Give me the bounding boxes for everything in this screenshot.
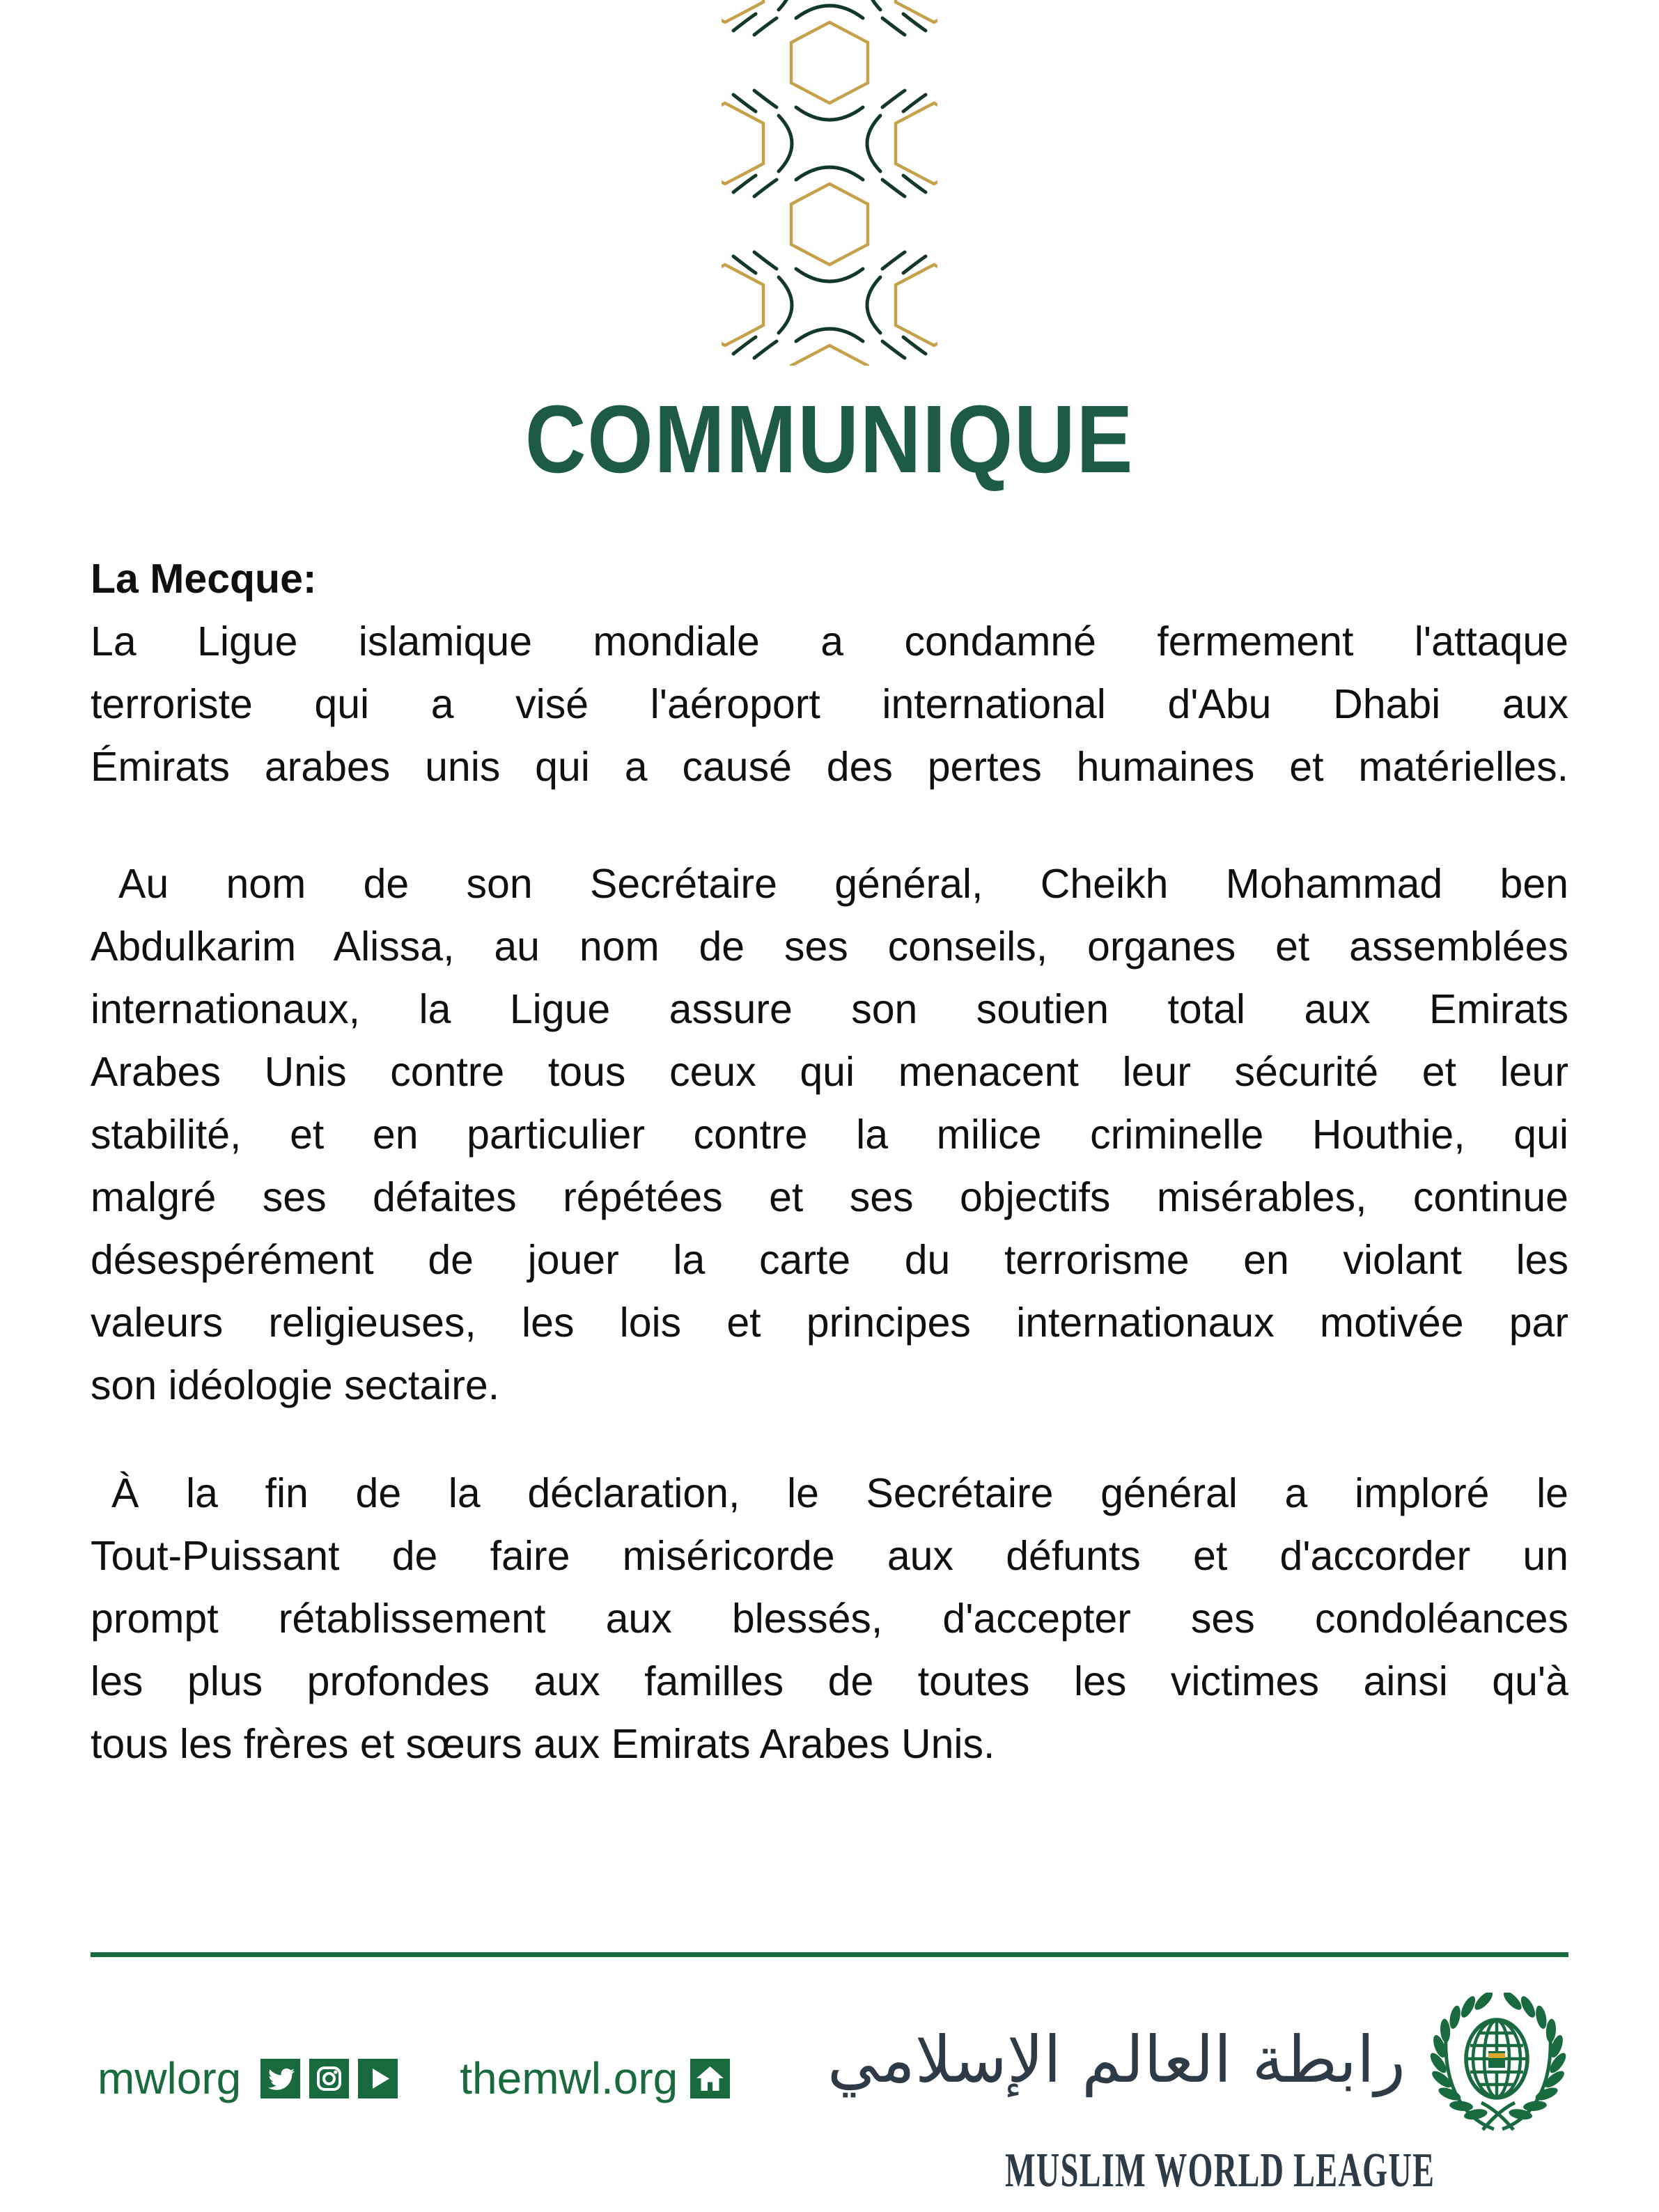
paragraph-line: stabilité, et en particulier contre la milice criminelle Houthie, qui	[91, 1112, 1568, 1158]
paragraph-line: Abdulkarim Alissa, au nom de ses conseils, organes et assemblées	[91, 924, 1568, 969]
paragraph	[91, 547, 1568, 798]
divider-rule	[91, 1952, 1568, 1957]
paragraph-line: prompt rétablissement aux blessés, d'accepter ses condoléances	[91, 1596, 1568, 1642]
islamic-geometric-pattern	[722, 0, 937, 366]
paragraph-line: malgré ses défaites répétées et ses objectifs misérables, continue	[91, 1174, 1568, 1220]
paragraph-line: Au nom de son Secrétaire général, Cheikh Mohammad ben	[118, 861, 1568, 907]
twitter-icon[interactable]	[260, 2059, 300, 2098]
paragraph-heading: La Mecque:	[91, 556, 317, 602]
paragraph-line: les plus profondes aux familles de toutes les victimes ainsi qu'à	[91, 1658, 1568, 1704]
social-handle-link[interactable]: mwlorg	[98, 2053, 242, 2103]
home-icon[interactable]	[690, 2059, 730, 2098]
footer-social-row	[98, 2052, 730, 2105]
mwl-arabic-calligraphy: رابطة العالم الإسلامي	[827, 2023, 1405, 2097]
paragraph-line: À la fin de la déclaration, le Secrétaire général a imploré le	[111, 1470, 1568, 1516]
paragraph-line: Émirats arabes unis qui a causé des pertes humaines et matérielles.	[91, 744, 1568, 790]
paragraph-line: désespérément de jouer la carte du terrorisme en violant les	[91, 1237, 1568, 1283]
website-link[interactable]: themwl.org	[460, 2053, 678, 2103]
mwl-latin-name: MUSLIM WORLD LEAGUE	[1005, 2144, 1435, 2197]
paragraph-line: terroriste qui a visé l'aéroport international d'Abu Dhabi aux	[91, 681, 1568, 727]
mwl-wreath-globe-logo	[1427, 1993, 1569, 2135]
paragraph-line: La Ligue islamique mondiale a condamné fermement l'attaque	[91, 618, 1568, 664]
paragraph-line: Tout-Puissant de faire miséricorde aux défunts et d'accorder un	[91, 1533, 1568, 1579]
page-title: COMMUNIQUE	[524, 386, 1135, 493]
paragraph-line: Arabes Unis contre tous ceux qui menacent leur sécurité et leur	[91, 1049, 1568, 1095]
instagram-icon[interactable]	[309, 2059, 349, 2098]
paragraph	[91, 1462, 1568, 1775]
paragraph-line: tous les frères et sœurs aux Emirats Arabes Unis.	[91, 1721, 995, 1767]
paragraph-line: internationaux, la Ligue assure son soutien total aux Emirats	[91, 986, 1568, 1032]
paragraph-line: valeurs religieuses, les lois et principes internationaux motivée par	[91, 1300, 1568, 1346]
paragraph-line: son idéologie sectaire.	[91, 1362, 500, 1408]
paragraph	[91, 852, 1568, 1417]
youtube-icon[interactable]	[358, 2059, 398, 2098]
